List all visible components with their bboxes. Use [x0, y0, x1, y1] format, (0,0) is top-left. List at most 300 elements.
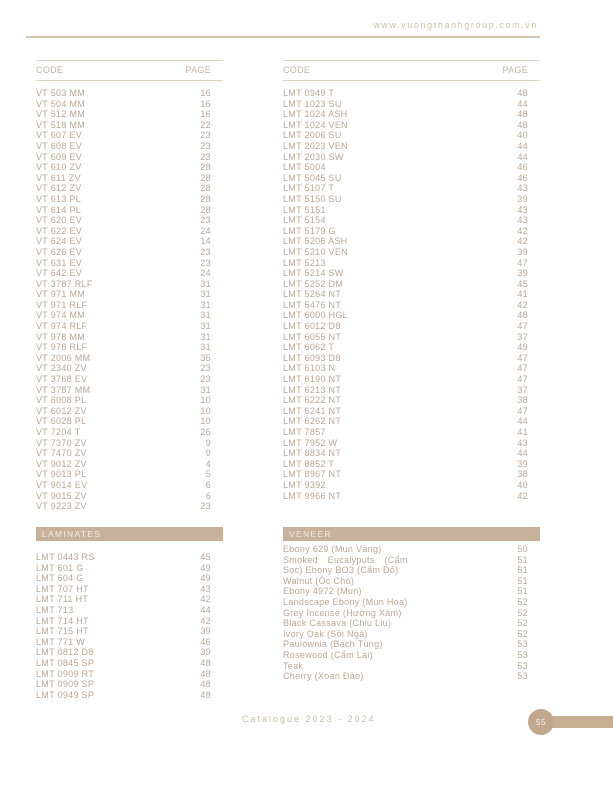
page-cell: 48: [200, 657, 211, 668]
page-cell: 47: [517, 363, 528, 374]
page-cell: 48: [517, 88, 528, 98]
page-cell: 46: [517, 162, 528, 173]
page-cell: 47: [517, 321, 528, 332]
page-cell: 43: [517, 437, 528, 448]
code-cell: LMT 0949 SP: [36, 689, 95, 700]
table-row: [36, 183, 223, 194]
page-cell: 4: [205, 458, 211, 469]
table-row: [283, 448, 540, 459]
page-cell: 44: [517, 98, 528, 109]
code-cell: LMT 6103 N: [283, 363, 336, 374]
page-cell: 44: [517, 448, 528, 459]
page-cell: 14: [200, 236, 211, 247]
page-cell: 23: [200, 130, 211, 141]
page-cell: 53: [517, 639, 528, 650]
table-header: [283, 60, 540, 81]
page-cell: 44: [517, 416, 528, 427]
code-cell: LMT 5214 SW: [283, 268, 344, 279]
code-cell: VT 7370 ZV: [36, 437, 87, 448]
table-row: [36, 480, 223, 491]
table-row: [283, 130, 540, 141]
table-row: [36, 690, 223, 701]
table-row: [283, 215, 540, 226]
table-row: [36, 427, 223, 438]
code-cell: LMT 604 G: [36, 573, 84, 584]
table-row: [36, 194, 223, 205]
page-cell: 23: [200, 140, 211, 151]
code-column-header: CODE: [36, 65, 64, 75]
code-cell: LMT 5264 NT: [283, 289, 342, 300]
table-row: [36, 173, 223, 184]
page-cell: 44: [517, 151, 528, 162]
code-cell: VT 607 EV: [36, 130, 83, 141]
code-cell: LMT 1023 SU: [283, 98, 342, 109]
page-cell: 48: [200, 668, 211, 679]
page-cell: 40: [517, 479, 528, 490]
page-cell: 41: [517, 427, 528, 437]
table-row: [283, 555, 540, 566]
code-cell: VT 608 EV: [36, 140, 83, 151]
page-cell: 50: [517, 544, 528, 554]
code-cell: VT 609 EV: [36, 151, 83, 162]
code-cell: Ebony 4972 (Mun): [283, 586, 362, 597]
table-row: [283, 438, 540, 449]
table-row: [283, 639, 540, 650]
table-header: [36, 60, 223, 81]
table-row: [283, 597, 540, 608]
table-row: [36, 658, 223, 669]
table-row: [36, 353, 223, 364]
code-cell: Ivory Oak (Sồi Ngà): [283, 628, 368, 639]
code-cell: LMT 5213: [283, 257, 326, 268]
table-row: [36, 226, 223, 237]
table-row: [36, 332, 223, 343]
page-cell: 45: [200, 552, 211, 562]
table-row: [36, 469, 223, 480]
table-row: [36, 395, 223, 406]
table-row: [283, 300, 540, 311]
code-cell: VT 3768 EV: [36, 374, 88, 385]
page-cell: 51: [517, 575, 528, 586]
table-row: [36, 459, 223, 470]
table-row: [283, 586, 540, 597]
table-row: [283, 173, 540, 184]
page-cell: 5: [205, 469, 211, 480]
code-cell: VT 3787 RLF: [36, 278, 93, 289]
table-row: [283, 258, 540, 269]
page-cell: 23: [200, 374, 211, 385]
code-cell: LMT 6213 NT: [283, 384, 342, 395]
code-cell: LMT 8967 NT: [283, 469, 342, 480]
page-cell: 10: [200, 395, 211, 406]
page-cell: 48: [517, 310, 528, 321]
table-row: [36, 438, 223, 449]
table-row: [36, 289, 223, 300]
website-url: www.vuongthanhgroup.com.vn: [373, 20, 538, 30]
table-row: [283, 671, 540, 682]
laminates-section: [36, 527, 223, 700]
page-cell: 39: [200, 647, 211, 658]
page-number-badge: 55: [528, 709, 554, 735]
page-cell: 39: [517, 458, 528, 469]
laminates-section-header: LAMINATES: [36, 527, 223, 541]
code-cell: LMT 5045 SU: [283, 172, 342, 183]
page-cell: 26: [200, 427, 211, 437]
code-cell: Walnut (Óc Chó): [283, 575, 355, 586]
page-cell: 23: [200, 257, 211, 268]
code-cell: LMT 7952 W: [283, 437, 338, 448]
table-row: [36, 321, 223, 332]
page-cell: 53: [517, 671, 528, 682]
table-row: [36, 162, 223, 173]
table-row: [36, 279, 223, 290]
table-row: [283, 268, 540, 279]
table-row: [36, 385, 223, 396]
table-row: [283, 395, 540, 406]
page-cell: 51: [517, 565, 528, 576]
code-cell: VT 611 ZV: [36, 172, 81, 183]
code-cell: VT 971 RLF: [36, 299, 88, 310]
code-cell: Grey Incense (Hương Xám): [283, 607, 402, 618]
page-cell: 23: [200, 246, 211, 257]
table-row: [36, 141, 223, 152]
page-cell: 38: [517, 395, 528, 406]
page-cell: 9: [205, 437, 211, 448]
table-row: [283, 459, 540, 470]
page-cell: 42: [517, 236, 528, 247]
table-row: [36, 669, 223, 680]
code-cell: LMT 5154: [283, 215, 326, 226]
code-cell: VT 9013 PL: [36, 469, 87, 480]
page-cell: 9: [205, 448, 211, 459]
page-cell: 42: [517, 490, 528, 501]
page-cell: 45: [517, 278, 528, 289]
page-cell: 39: [517, 193, 528, 204]
table-row: [36, 416, 223, 427]
code-cell: LMT 0909 SP: [36, 679, 95, 690]
code-cell: LMT 2030 SW: [283, 151, 344, 162]
code-cell: LMT 6012 D8: [283, 321, 341, 332]
table-row: [283, 342, 540, 353]
code-cell: VT 631 EV: [36, 257, 83, 268]
page-cell: 35: [200, 352, 211, 363]
code-cell: VT 7204 T: [36, 427, 81, 437]
code-cell: LMT 0812 D8: [36, 647, 94, 658]
table-row: [283, 99, 540, 110]
table-row: [283, 162, 540, 173]
code-cell: LMT 714 HT: [36, 615, 89, 626]
code-cell: VT 978 MM: [36, 331, 86, 342]
code-cell: VT 512 MM: [36, 109, 86, 120]
code-cell: VT 971 MM: [36, 289, 86, 300]
table-rows: [36, 88, 223, 512]
table-row: [283, 406, 540, 417]
table-row: [36, 626, 223, 637]
table-row: [36, 109, 223, 120]
page-cell: 23: [200, 215, 211, 226]
code-cell: VT 6012 ZV: [36, 405, 87, 416]
page-cell: 24: [200, 225, 211, 236]
table-row: [36, 563, 223, 574]
page-cell: 10: [200, 416, 211, 427]
header-divider: [26, 36, 540, 38]
table-row: [283, 385, 540, 396]
table-row: [283, 279, 540, 290]
page-cell: 47: [517, 405, 528, 416]
table-row: [283, 141, 540, 152]
code-cell: LMT 707 HT: [36, 583, 89, 594]
code-cell: LMT 5004: [283, 162, 326, 173]
table-row: [283, 544, 540, 555]
code-cell: Teak: [283, 660, 304, 671]
table-row: [36, 552, 223, 563]
table-row: [283, 310, 540, 321]
table-row: [36, 268, 223, 279]
page-cell: 47: [517, 374, 528, 385]
code-cell: LMT 8852 T: [283, 458, 335, 469]
code-cell: LMT 713: [36, 604, 74, 615]
page-cell: 31: [200, 384, 211, 395]
table-row: [36, 215, 223, 226]
page-cell: 31: [200, 310, 211, 321]
page-cell: 38: [517, 469, 528, 480]
table-row: [283, 120, 540, 131]
table-rows: [283, 88, 540, 501]
table-row: [283, 608, 540, 619]
code-cell: VT 9014 EV: [36, 479, 88, 490]
code-cell: LMT 1024 ASH: [283, 109, 348, 120]
code-cell: VT 503 MM: [36, 88, 86, 98]
code-cell: VT 613 PL: [36, 193, 82, 204]
veneer-rows: [283, 544, 540, 682]
code-cell: LMT 9392: [283, 479, 326, 490]
code-cell: VT 610 ZV: [36, 162, 82, 173]
table-row: [283, 469, 540, 480]
code-cell: LMT 5107 T: [283, 183, 335, 194]
code-cell: LMT 8834 NT: [283, 448, 342, 459]
code-cell: LMT 5179 G: [283, 225, 336, 236]
page-cell: 43: [200, 583, 211, 594]
veneer-section: [283, 527, 540, 682]
page-cell: 28: [200, 162, 211, 173]
code-cell: VT 612 ZV: [36, 183, 82, 194]
code-cell: VT 9223 ZV: [36, 501, 87, 512]
code-cell: LMT 5151: [283, 204, 326, 215]
code-cell: LMT 5476 NT: [283, 299, 342, 310]
page-cell: 42: [517, 299, 528, 310]
page-cell: 47: [517, 257, 528, 268]
table-row: [283, 194, 540, 205]
code-cell: LMT 0949 T: [283, 88, 335, 98]
code-cell: Smoked Eucalyputs (Cẩm: [283, 554, 408, 565]
code-cell: Ebony 629 (Mun Vàng): [283, 544, 382, 554]
table-row: [283, 629, 540, 640]
code-cell: LMT 6241 NT: [283, 405, 342, 416]
page-cell: 44: [200, 604, 211, 615]
table-row: [36, 584, 223, 595]
code-cell: VT 518 MM: [36, 119, 86, 130]
page-cell: 42: [517, 225, 528, 236]
page-cell: 37: [517, 384, 528, 395]
right-column: [283, 60, 540, 682]
code-cell: VT 2006 MM: [36, 352, 91, 363]
page-cell: 28: [200, 204, 211, 215]
table-row: [36, 637, 223, 648]
code-cell: VT 3787 MM: [36, 384, 91, 395]
code-cell: VT 622 EV: [36, 225, 83, 236]
code-cell: LMT 711 HT: [36, 594, 89, 605]
code-cell: VT 974 RLF: [36, 321, 88, 332]
code-cell: VT 620 EV: [36, 215, 83, 226]
table-row: [283, 565, 540, 576]
code-cell: Paulownia (Bạch Tùng): [283, 639, 383, 650]
table-row: [36, 247, 223, 258]
page-cell: 31: [200, 321, 211, 332]
page-column-header: PAGE: [185, 65, 211, 75]
page-cell: 47: [517, 352, 528, 363]
code-cell: LMT 0909 RT: [36, 668, 94, 679]
code-cell: LMT 0443 RS: [36, 552, 95, 562]
table-row: [36, 120, 223, 131]
code-cell: LMT 7857: [283, 427, 326, 437]
code-cell: LMT 2023 VEN: [283, 140, 348, 151]
page-cell: 42: [200, 594, 211, 605]
page-cell: 43: [517, 204, 528, 215]
page-cell: 24: [200, 268, 211, 279]
page-cell: 16: [200, 98, 211, 109]
code-cell: LMT 0845 SP: [36, 657, 95, 668]
page-cell: 48: [517, 109, 528, 120]
code-column-header: CODE: [283, 65, 311, 75]
table-row: [36, 310, 223, 321]
page-cell: 31: [200, 289, 211, 300]
code-cell: VT 626 EV: [36, 246, 83, 257]
code-cell: LMT 5150 SU: [283, 193, 342, 204]
table-row: [283, 661, 540, 672]
table-row: [36, 491, 223, 502]
page-cell: 43: [517, 215, 528, 226]
code-cell: Black Cassava (Chiu Liu): [283, 618, 392, 629]
left-column: [36, 60, 223, 700]
code-cell: LMT 601 G: [36, 562, 84, 573]
code-cell: LMT 5252 DM: [283, 278, 344, 289]
page-cell: 52: [517, 607, 528, 618]
code-cell: LMT 771 W: [36, 636, 86, 647]
table-row: [36, 258, 223, 269]
table-row: [283, 427, 540, 438]
table-row: [36, 236, 223, 247]
table-row: [283, 650, 540, 661]
code-cell: LMT 2006 SU: [283, 130, 342, 141]
table-row: [36, 647, 223, 658]
table-row: [36, 99, 223, 110]
code-cell: Landscape Ebony (Mun Hoa): [283, 596, 408, 607]
page-cell: 46: [517, 172, 528, 183]
table-row: [283, 353, 540, 364]
page-cell: 23: [200, 501, 211, 512]
page-cell: 6: [205, 479, 211, 490]
page-cell: 43: [517, 183, 528, 194]
page-cell: 48: [517, 119, 528, 130]
table-row: [283, 618, 540, 629]
code-cell: VT 642 EV: [36, 268, 83, 279]
code-cell: VT 974 MM: [36, 310, 86, 321]
code-cell: LMT 5210 VEN: [283, 246, 348, 257]
code-cell: LMT 6093 D8: [283, 352, 341, 363]
page-cell: 39: [517, 246, 528, 257]
page-cell: 22: [200, 119, 211, 130]
code-cell: VT 504 MM: [36, 98, 86, 109]
code-cell: VT 614 PL: [36, 204, 82, 215]
code-cell: VT 2340 ZV: [36, 363, 87, 374]
table-row: [36, 605, 223, 616]
code-cell: LMT 6190 NT: [283, 374, 342, 385]
table-row: [283, 332, 540, 343]
code-cell: LMT 6222 NT: [283, 395, 342, 406]
page-cell: 51: [517, 586, 528, 597]
table-row: [36, 679, 223, 690]
page-cell: 49: [517, 342, 528, 353]
page-cell: 10: [200, 405, 211, 416]
page-cell: 28: [200, 183, 211, 194]
table-row: [283, 416, 540, 427]
code-cell: VT 978 RLF: [36, 342, 88, 353]
code-cell: LMT 9966 NT: [283, 490, 342, 501]
code-cell: VT 9015 ZV: [36, 490, 87, 501]
page-cell: 53: [517, 649, 528, 660]
page-cell: 31: [200, 278, 211, 289]
table-row: [283, 205, 540, 216]
code-cell: LMT 5206 ASH: [283, 236, 348, 247]
code-cell: VT 6008 PL: [36, 395, 87, 406]
table-row: [36, 342, 223, 353]
table-row: [36, 152, 223, 163]
page-cell: 52: [517, 628, 528, 639]
table-row: [283, 491, 540, 502]
page-cell: 52: [517, 618, 528, 629]
page-cell: 23: [200, 151, 211, 162]
page-cell: 28: [200, 193, 211, 204]
page-column-header: PAGE: [502, 65, 528, 75]
table-row: [36, 374, 223, 385]
page-cell: 41: [517, 289, 528, 300]
table-row: [283, 576, 540, 587]
table-row: [283, 109, 540, 120]
page-cell: 53: [517, 660, 528, 671]
table-row: [36, 406, 223, 417]
table-row: [283, 480, 540, 491]
page-cell: 48: [200, 689, 211, 700]
page-cell: 39: [517, 268, 528, 279]
page-cell: 40: [517, 130, 528, 141]
table-row: [36, 616, 223, 627]
table-row: [283, 363, 540, 374]
page-cell: 46: [200, 636, 211, 647]
page-cell: 16: [200, 109, 211, 120]
page-cell: 49: [200, 562, 211, 573]
table-row: [36, 501, 223, 512]
page-cell: 37: [517, 331, 528, 342]
code-cell: Sọc) Ebony BO3 (Cẩm Đỏ): [283, 565, 399, 576]
code-cell: LMT 6055 NT: [283, 331, 342, 342]
catalogue-footer-label: Catalogue 2023 - 2024: [242, 714, 376, 724]
page-cell: 31: [200, 331, 211, 342]
page-cell: 16: [200, 88, 211, 98]
laminates-rows: [36, 552, 223, 700]
code-cell: VT 9012 ZV: [36, 458, 87, 469]
table-row: [36, 594, 223, 605]
code-index-table-left: [36, 60, 223, 512]
